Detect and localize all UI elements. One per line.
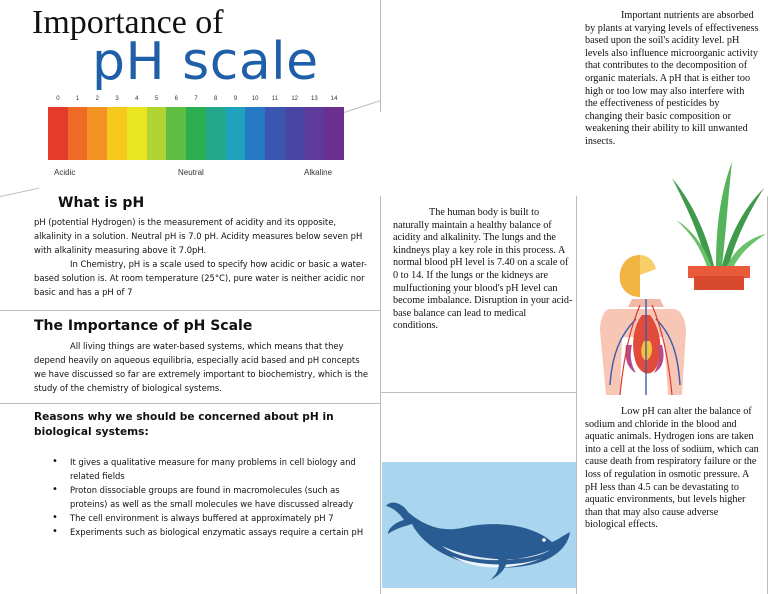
- ph-number: 0: [56, 96, 60, 102]
- ph-number: 7: [194, 96, 198, 102]
- nutrients-text: Important nutrients are absorbed by plants at varying levels of effectiveness based upon the soil's acidity level. pH levels also influence microorganic activity that contributes to the decomposition of organic materials. A pH that is either too high or too low may also interfere with the effectiveness of pesticides by changing their basic composition or weakening their ability to kill unwanted insects.: [585, 10, 759, 147]
- ph-band-10: [245, 107, 265, 160]
- ph-number: 14: [330, 96, 338, 102]
- reasons-list: [36, 455, 370, 539]
- heading-reasons: Reasons why we should be concerned about pH in biological systems:: [34, 411, 334, 438]
- heading-what-is-ph: What is pH: [58, 195, 145, 211]
- whale-panel: [382, 462, 576, 588]
- ph-band-12: [285, 107, 305, 160]
- fold-line-left-top: [380, 0, 381, 112]
- ph-band-7: [186, 107, 206, 160]
- ph-band-5: [147, 107, 167, 160]
- what-is-ph-para-2: In Chemistry, pH is a scale used to specify how acidic or basic a water-based solution is. At room temperature (25°C), pure water is neither acidic nor basic and has a pH of 7: [34, 259, 368, 297]
- ph-number: 13: [311, 96, 318, 102]
- label-neutral: Neutral: [178, 168, 204, 177]
- ph-number: 9: [233, 96, 238, 102]
- heading-importance: The Importance of pH Scale: [34, 318, 253, 334]
- human-body-icon: [580, 245, 710, 420]
- ph-band-6: [166, 107, 186, 160]
- human-body-text: The human body is built to naturally maintain a healthy balance of acidity and alkalinity. The lungs and the kindneys play a key role in this process. A normal blood pH level is 7.40 on a scale of 0 to 14. If the lungs or the kidneys are mulfuctioning your blood's pH level can become imbalance. Disruption in your acid-base balance can lead to medical conditions.: [393, 207, 573, 332]
- fold-line-diag-2: [0, 188, 39, 197]
- ph-band-3: [107, 107, 127, 160]
- importance-text: All living things are water-based systems, which means that they depend heavily on aqueous equilibria, especially acid based and pH concepts we have discussed so far are extremely important to biochemistry, which is the study of the chemistry of biological systems.: [34, 341, 369, 393]
- what-is-ph-text: [34, 215, 374, 299]
- ph-band-9: [226, 107, 246, 160]
- middle-divider: [380, 392, 577, 393]
- ph-number: 12: [291, 96, 298, 102]
- title-line-2: pH scale: [92, 32, 319, 92]
- ph-band-11: [265, 107, 285, 160]
- title-line-1: Importance of: [32, 4, 224, 41]
- list-item: • Experiments such as biological enzymatic assays require a certain pH: [36, 525, 370, 539]
- fold-line-diag-1: [344, 100, 380, 113]
- ph-band-4: [127, 107, 147, 160]
- ph-number: 10: [251, 96, 259, 102]
- ph-band-14: [324, 107, 344, 160]
- ph-band-13: [305, 107, 325, 160]
- label-alkaline: Alkaline: [304, 168, 333, 177]
- ph-band-8: [206, 107, 226, 160]
- ph-number: 4: [135, 96, 139, 102]
- ph-number: 2: [95, 96, 99, 102]
- label-acidic: Acidic: [54, 168, 76, 177]
- ph-band-2: [87, 107, 107, 160]
- ph-number: 11: [271, 96, 279, 102]
- divider-reasons: [0, 403, 380, 404]
- ph-number: 8: [214, 96, 218, 102]
- divider-importance: [0, 310, 380, 311]
- ph-number: 6: [174, 96, 178, 102]
- column-divider-left: [380, 196, 381, 594]
- what-is-ph-para-1: pH (potential Hydrogen) is the measurement of acidity and its opposite, alkalinity in a solution. Neutral pH is 7.0 pH. Acidity measures below seven pH with alkalinity measuring above it 7.0pH.: [34, 217, 363, 255]
- ph-number: 3: [115, 96, 119, 102]
- ph-number: 1: [75, 96, 80, 102]
- ph-scale-numbers: [48, 96, 344, 106]
- list-item: • The cell environment is always buffered at approximately pH 7: [36, 511, 370, 525]
- body-panel: [580, 245, 710, 420]
- ph-scale-bar: [48, 107, 344, 160]
- list-item: • Proton dissociable groups are found in macromolecules (such as proteins) as well as the small molecules we have discussed already: [36, 483, 370, 511]
- ph-number: 5: [154, 96, 159, 102]
- ph-band-0: [48, 107, 68, 160]
- column-divider-right: [576, 196, 577, 594]
- list-item: • It gives a qualitative measure for many problems in cell biology and related fields: [36, 455, 370, 483]
- low-ph-text: Low pH can alter the balance of sodium and chloride in the blood and aquatic animals. Hydrogen ions are taken into a cell at the loss of sodium, which can cause death from respiratory failure or the loss of regulation in osmotic pressure. A pH less than 4.5 can be devastating to aquatic environments, but levels higher than that may also cause adverse biological effects.: [585, 406, 759, 531]
- ph-band-1: [68, 107, 88, 160]
- whale-icon: [382, 462, 576, 588]
